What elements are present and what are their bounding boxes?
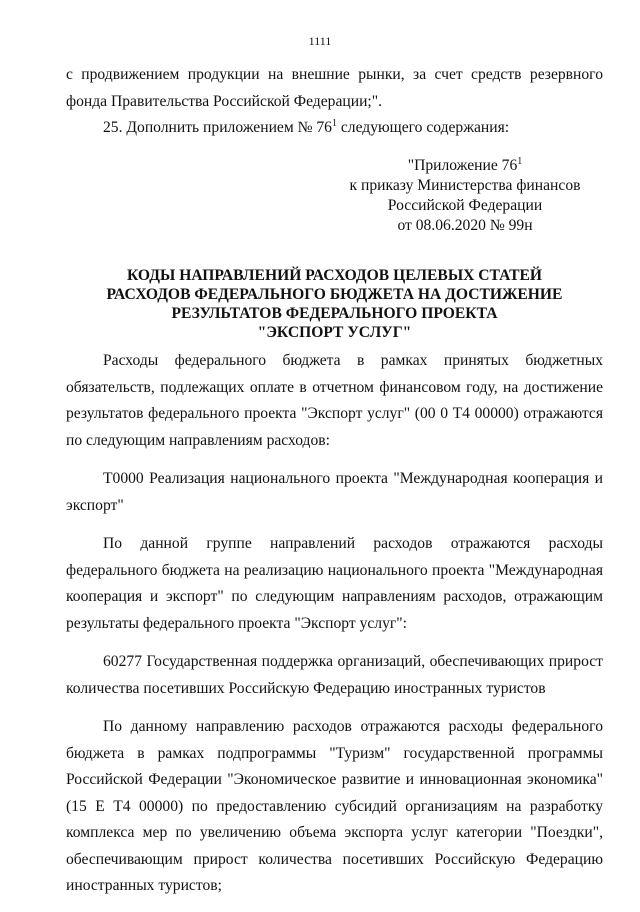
page-number: 1111 [308,34,332,48]
item-25-tail: следующего содержания: [336,119,510,136]
appendix-line-1 [330,156,600,176]
title-line-3: РЕЗУЛЬТАТОВ ФЕДЕРАЛЬНОГО ПРОЕКТА [171,305,498,322]
item-25-text: 25. Дополнить приложением № 76 [103,119,332,136]
appendix-header [330,156,600,236]
main-text [66,348,603,912]
appendix-line-2: к приказу Министерства финансов [349,177,581,194]
appendix-line-3: Российской Федерации [387,197,543,214]
paragraph-expenses-intro: Расходы федерального бюджета в рамках принятых бюджетных обязательств, подлежащих оплате в отчетном финансовом году, на достижение результатов федерального проекта "Экспорт услуг" (00 0 Т4 00000) отражаются по следующим направлениям расходов: [66,352,603,449]
paragraph-60277-description: По данному направлению расходов отражаются расходы федерального бюджета в рамках подпрограммы "Туризм" государственной программы Российской Федерации "Экономическое развитие и инновационная экономика" (15 Е Т4 00000) по предоставлению субсидий организациям на разработку комплекса мер по увеличению объема экспорта услуг категории "Поездки", обеспечивающим прирост количества посетивших Российскую Федерацию иностранных туристов; [66,718,603,894]
title-line-2: РАСХОДОВ ФЕДЕРАЛЬНОГО БЮДЖЕТА НА ДОСТИЖЕНИЕ [106,286,563,303]
paragraph-t0000: Т0000 Реализация национального проекта "Международная кооперация и экспорт" [66,470,603,514]
appendix-line-4: от 08.06.2020 № 99н [397,217,533,234]
appendix-title: "Приложение 76 [407,157,518,174]
item-25-superscript: 1 [331,117,337,129]
continuation-paragraph: с продвижением продукции на внешние рынки, за счет средств резервного фонда Правительства Российской Федерации;". [66,66,603,110]
document-title [66,266,603,342]
title-line-1: КОДЫ НАПРАВЛЕНИЙ РАСХОДОВ ЦЕЛЕВЫХ СТАТЕЙ [126,267,543,284]
paragraph-group-description: По данной группе направлений расходов отражаются расходы федерального бюджета на реализацию национального проекта "Международная кооперация и экспорт" по следующим направлениям расходов, отражающим результаты федерального проекта "Экспорт услуг": [66,535,603,632]
title-line-4: "ЭКСПОРТ УСЛУГ" [257,324,412,341]
appendix-superscript: 1 [517,155,523,167]
item-25-paragraph [66,115,603,142]
paragraph-60277: 60277 Государственная поддержка организаций, обеспечивающих прирост количества посетивших Российскую Федерацию иностранных туристов [66,653,603,697]
